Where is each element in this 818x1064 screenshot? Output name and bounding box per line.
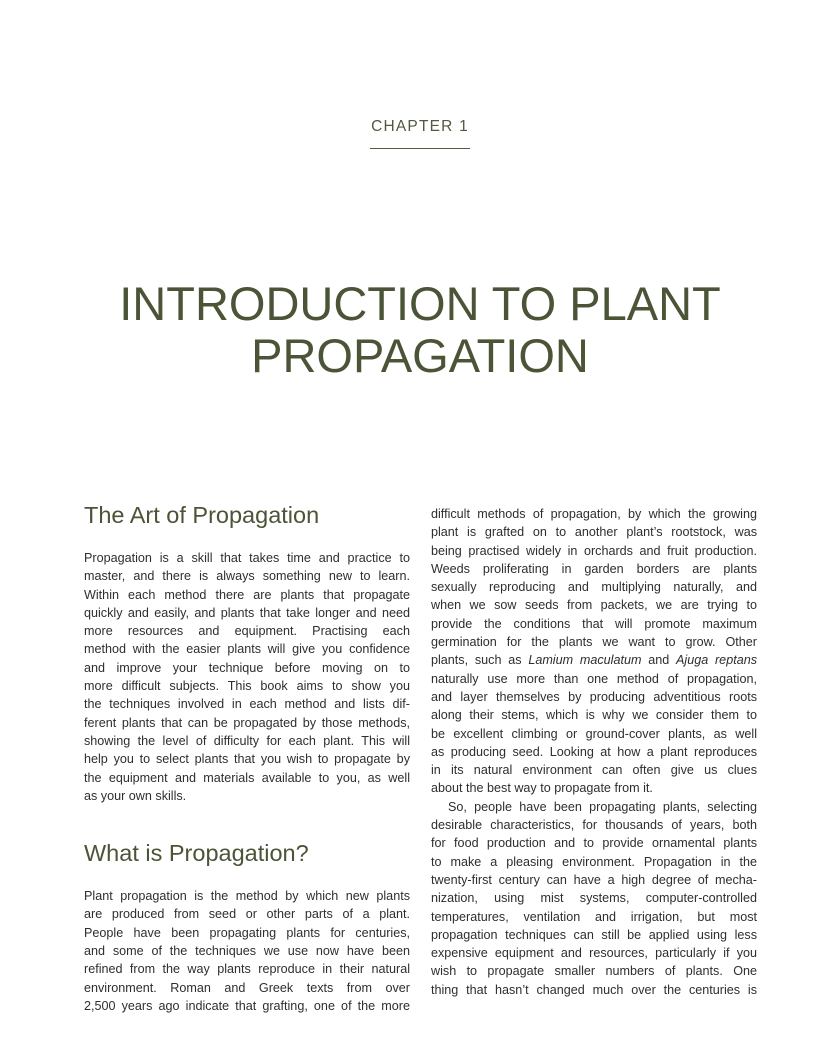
text-line: propagation techniques can still be applied using less (431, 927, 757, 942)
text-line: thing that hasn’t changed much over the centuries is (431, 982, 757, 997)
text-line: as producing seed. Looking at how a plant reproduces (431, 744, 757, 759)
text-line: quickly and easily, and plants that take longer and need (84, 605, 410, 620)
left-column (84, 500, 410, 1015)
text-line: nization, using mist systems, computer-controlled (431, 891, 757, 906)
text-fragment: plants, such as (431, 653, 529, 668)
text-line: the equipment and materials available to you, as well (84, 770, 410, 785)
text-line: master, and there is always something new to learn. (84, 569, 410, 584)
chapter-title-line-1: INTRODUCTION TO PLANT (119, 277, 721, 330)
text-line: and improve your technique before moving on to (84, 660, 410, 675)
text-line: when we sow seeds from packets, we are trying to (431, 598, 757, 613)
text-line: Propagation is a skill that takes time and practice to (84, 551, 410, 565)
text-line: refined from the way plants reproduce in their natural (84, 962, 410, 977)
text-line: in its natural environment can often give us clues (431, 763, 757, 778)
text-line: environment. Roman and Greek texts from over (84, 980, 410, 995)
text-line: Weeds proliferating in garden borders are plants (431, 561, 757, 576)
text-line: expensive equipment and resources, particularly if you (431, 946, 757, 961)
text-line: provide the conditions that will promote maximum (431, 616, 757, 631)
paragraph-what-is-propagation (84, 887, 410, 1015)
text-line: Within each method there are plants that propagate (84, 587, 410, 602)
chapter-title-line-2: PROPAGATION (251, 329, 589, 382)
text-line: along their stems, which is why we consider them to (431, 708, 757, 723)
text-line: and layer themselves by producing adventitious roots (431, 689, 757, 704)
text-line: as your own skills. (84, 788, 187, 803)
text-line: naturally use more than one method of propagation, (431, 671, 757, 686)
text-line: being practised widely in orchards and fruit production. (431, 543, 757, 558)
text-line: 2,500 years ago indicate that grafting, one of the more (84, 998, 410, 1013)
text-line: be excellent climbing or ground-cover plants, as well (431, 726, 757, 741)
paragraph-propagation-history-continued (431, 670, 757, 798)
paragraph-propagation-history (431, 505, 757, 651)
text-line: help you to select plants that you wish to propagate by (84, 752, 410, 767)
text-line: So, people have been propagating plants, selecting (448, 799, 757, 814)
text-line: ferent plants that can be propagated by those methods, (84, 715, 410, 730)
text-line: method with the easier plants will give you confidence (84, 642, 410, 657)
text-line: for food production and to provide ornamental plants (431, 836, 757, 851)
text-line: twenty-first century can have a high degree of mecha- (431, 872, 757, 887)
text-line: Plant propagation is the method by which new plants (84, 889, 410, 904)
text-line: difficult methods of propagation, by which the growing (431, 507, 757, 521)
chapter-label: CHAPTER 1 (371, 118, 469, 135)
text-line: the techniques involved in each method and lists dif- (84, 697, 410, 712)
text-line: temperatures, ventilation and irrigation, but most (431, 909, 757, 924)
chapter-rule (370, 148, 470, 149)
section-heading-art-of-propagation: The Art of Propagation (84, 502, 320, 528)
section-heading-what-is-propagation: What is Propagation? (84, 840, 309, 867)
text-line: showing the level of difficulty for each plant. This will (84, 733, 410, 748)
text-line: People have been propagating plants for centuries, (84, 925, 410, 940)
species-name: Lamium maculatum (528, 653, 642, 668)
text-line: germination for the plants we want to grow. Other (431, 635, 757, 650)
paragraph-art-of-propagation (84, 549, 410, 805)
right-column (431, 505, 757, 999)
species-name: Ajuga reptans (676, 653, 757, 668)
text-fragment: and (641, 653, 677, 668)
text-line: more resources and equipment. Practising each (84, 624, 410, 639)
text-line: sexually reproducing and multiplying naturally, and (431, 580, 757, 595)
text-line: wish to propagate smaller numbers of plants. One (431, 964, 757, 979)
text-line: desirable characteristics, for thousands of years, both (431, 818, 757, 833)
paragraph-species-line (431, 651, 757, 669)
text-line: to make a pleasing environment. Propagation in the (431, 854, 757, 869)
text-line (431, 651, 757, 669)
text-line: are produced from seed or other parts of a plant. (84, 907, 410, 922)
text-line: more difficult subjects. This book aims to show you (84, 679, 410, 694)
text-line: about the best way to propagate from it. (431, 781, 653, 796)
paragraph-modern-propagation (431, 798, 757, 999)
chapter-title (0, 278, 818, 382)
text-line: and some of the techniques we use now have been (84, 944, 410, 959)
text-line: plant is grafted on to another plant’s rootstock, was (431, 525, 757, 540)
